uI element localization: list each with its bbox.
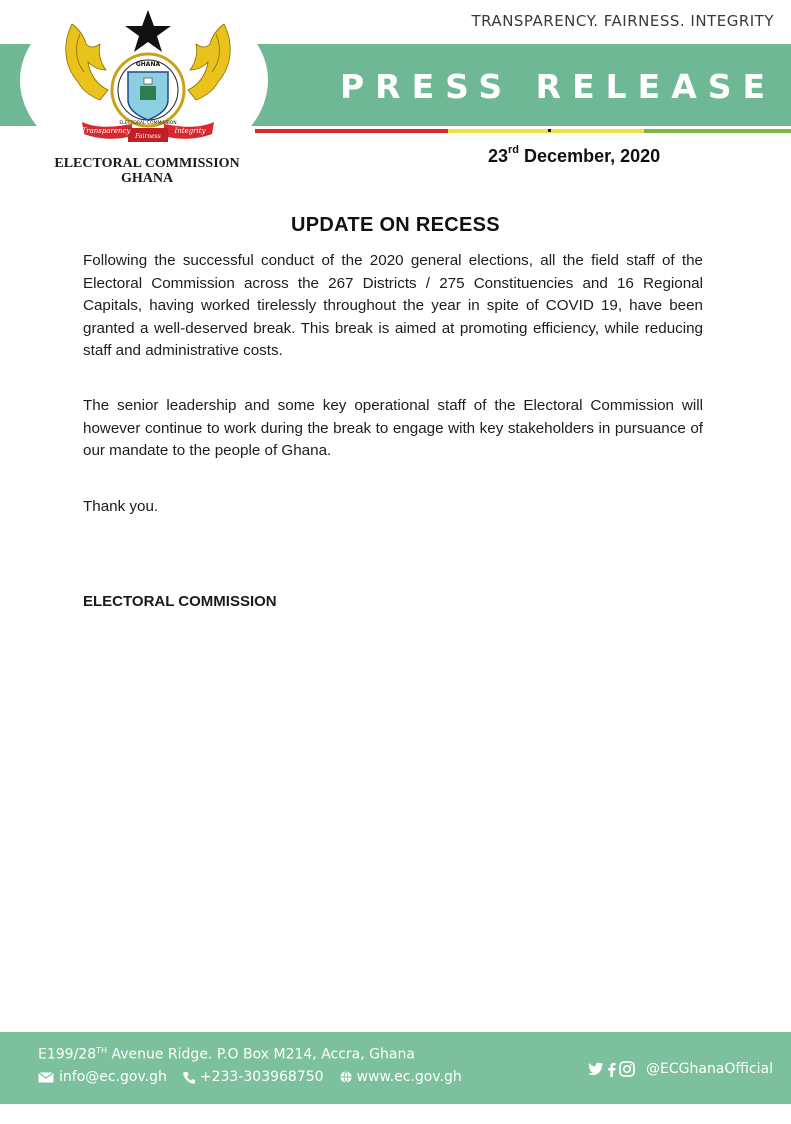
website-text: www.ec.gov.gh [356, 1069, 462, 1085]
twitter-icon[interactable] [588, 1062, 604, 1076]
website-contact[interactable] [340, 1069, 462, 1085]
logo-ribbon-left: Transparency [81, 127, 131, 135]
paragraph-2: The senior leadership and some key operational staff of the Electoral Commission will however continue to work during the break to engage with key stakeholders in pursuance of our mandate to the people of Ghana. [83, 397, 703, 459]
email-text: info@ec.gov.gh [59, 1069, 167, 1085]
email-contact[interactable] [38, 1069, 167, 1085]
phone-text: +233-303968750 [199, 1069, 324, 1085]
facebook-icon[interactable] [607, 1062, 616, 1077]
social-handle[interactable]: @ECGhanaOfficial [646, 1061, 773, 1077]
logo-ring-text: ELECTORAL COMMISSION [119, 121, 177, 126]
closing-thanks: Thank you. [83, 498, 159, 515]
date-day: 23 [488, 146, 509, 166]
address-prefix: E199/28 [38, 1046, 97, 1063]
date-suffix: rd [508, 144, 520, 156]
electoral-commission-logo [60, 4, 236, 152]
footer-band [0, 1032, 791, 1104]
phone-contact[interactable] [183, 1069, 324, 1085]
footer-contacts [38, 1069, 478, 1085]
org-name-line2: GHANA [120, 171, 174, 186]
envelope-icon [38, 1072, 54, 1083]
press-release-title: PRESS RELEASE [340, 67, 777, 106]
red-stripe [255, 129, 448, 133]
organization-name [40, 156, 254, 186]
logo-ribbon-right: Integrity [174, 127, 206, 135]
signature: ELECTORAL COMMISSION [83, 593, 277, 610]
social-links [588, 1061, 773, 1077]
yellow-stripe [448, 129, 644, 133]
stripe-star [548, 129, 551, 132]
date-month-year: December, 2020 [519, 146, 661, 166]
globe-icon [340, 1071, 352, 1083]
logo-ghana-text: GHANA [135, 61, 161, 68]
logo-ribbon-bottom: Fairness [135, 133, 161, 140]
address-rest: Avenue Ridge. P.O Box M214, Accra, Ghana [107, 1046, 415, 1063]
release-date [488, 146, 660, 167]
footer-address [38, 1046, 415, 1063]
paragraph-1: Following the successful conduct of the 2020 general elections, all the field staff of the Electoral Commission across the 267 Districts / 275 Constituencies and 16 Regional Capitals, having worked tirelessly throughout the year in spite of COVID 19, have been granted a well-deserved break. This break is aimed at promoting efficiency, while reducing staff and administrative costs. [83, 252, 703, 359]
phone-icon [183, 1071, 195, 1084]
instagram-icon[interactable] [619, 1061, 635, 1077]
release-heading: UPDATE ON RECESS [291, 214, 500, 236]
green-stripe [644, 129, 791, 133]
org-name-line1: ELECTORAL COMMISSION [54, 156, 240, 171]
address-suffix: TH [96, 1046, 108, 1055]
tagline: TRANSPARENCY. FAIRNESS. INTEGRITY [471, 12, 774, 30]
